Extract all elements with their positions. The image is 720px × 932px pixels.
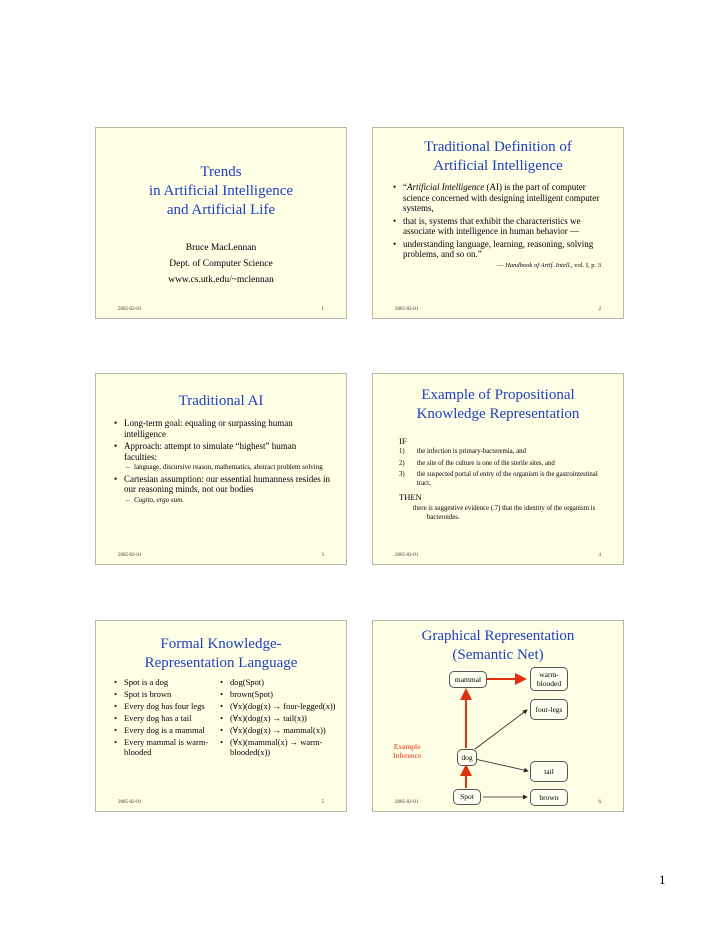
sub-bullet: – Cogito, ergo sum. — [124, 496, 330, 505]
inference-label: Example Inference — [393, 742, 422, 760]
slide-2 — [372, 127, 624, 319]
slide-date: 2005-02-01 — [395, 307, 419, 312]
slide-number: 4 — [598, 553, 601, 558]
table-row: • Every dog has four legs • (∀x)(dog(x) → four-legged(x)) — [114, 701, 336, 711]
author-name: Bruce MacLennan — [185, 243, 257, 253]
ai-term: Artificial Intelligence — [407, 182, 485, 192]
formal-table — [114, 677, 336, 757]
condition: 3) the suspected portal of entry of the organism is the gastrointestinal tract, — [399, 471, 598, 487]
bullet: • understanding language, learning, reasoning, solving problems, and so on.” — [393, 239, 607, 260]
slide-2-bullets — [393, 182, 607, 260]
bullet: • that is, systems that exhibit the characteristics we associate with intelligence in human behavior — — [393, 216, 607, 237]
node-mammal: mammal — [449, 671, 487, 688]
slide-number: 5 — [321, 800, 324, 805]
conditions — [399, 448, 607, 488]
bullet: • Approach: attempt to simulate “highest” human faculties: – language, discursive reason, mathematics, abstract problem solving — [114, 441, 330, 472]
citation: — Handbook of Artif. Intell., vol. I, p. 3 — [497, 261, 601, 269]
slide-3 — [95, 373, 347, 565]
then-label: THEN — [399, 492, 422, 502]
author-url: www.cs.utk.edu/~mclennan — [168, 275, 274, 285]
slide-6 — [372, 620, 624, 812]
slide-5-title: Formal Knowledge- Representation Language — [144, 636, 298, 671]
condition: 1) the infection is primary-bacteremia, and — [399, 448, 526, 455]
slide-6-title: Graphical Representation (Semantic Net) — [421, 628, 575, 663]
author-dept: Dept. of Computer Science — [169, 259, 273, 269]
slide-number: 1 — [321, 307, 324, 312]
slide-date: 2005-02-01 — [118, 553, 142, 558]
slide-2-title: Traditional Definition of Artificial Intelligence — [424, 139, 572, 174]
condition: 2) the site of the culture is one of the sterile sites, and — [399, 459, 555, 467]
slide-number: 2 — [598, 307, 601, 312]
table-row: • Every mammal is warm-blooded • (∀x)(mammal(x) → warm-blooded(x)) — [114, 737, 323, 757]
table-row: • Spot is brown • brown(Spot) — [114, 689, 273, 699]
if-label: IF — [399, 436, 407, 446]
slide-3-bullets — [114, 418, 330, 504]
table-row: • Every dog is a mammal • (∀x)(dog(x) → mammal(x)) — [114, 725, 326, 735]
node-four-legs: four-legs — [530, 699, 568, 720]
slide-1-author-block — [96, 240, 346, 288]
node-warm-blooded: warm- blooded — [530, 667, 568, 691]
node-dog: dog — [457, 749, 477, 766]
slide-date: 2005-02-01 — [395, 553, 419, 558]
slide-date: 2005-02-01 — [118, 800, 142, 805]
slide-1 — [95, 127, 347, 319]
bullet: • Cartesian assumption: our essential humanness resides in our reasoning minds, not our bodies – Cogito, ergo sum. — [114, 474, 330, 505]
bullet: • Long-term goal: equaling or surpassing human intelligence — [114, 418, 330, 439]
sub-bullet: – language, discursive reason, mathematics, abstract problem solving — [124, 463, 330, 472]
node-spot: Spot — [453, 789, 481, 805]
slide-4 — [372, 373, 624, 565]
bullet: • “Artificial Intelligence (AI) is the part of computer science concerned with designing intelligent computer systems, — [393, 182, 607, 214]
table-row: • Spot is a dog • dog(Spot) — [114, 677, 264, 687]
conclusion: there is suggestive evidence (.7) that the identity of the organism is bacteroides. — [413, 505, 596, 521]
slide-number: 3 — [321, 553, 324, 558]
page-number: 1 — [659, 872, 666, 887]
slide-number: 6 — [598, 800, 601, 805]
node-brown: brown — [530, 789, 568, 806]
semantic-net-edges — [373, 621, 624, 812]
table-row: • Every dog has a tail • (∀x)(dog(x) → tail(x)) — [114, 713, 307, 723]
slide-1-title: Trends in Artificial Intelligence and Artificial Life — [148, 164, 294, 218]
edge-dog-tail — [475, 759, 528, 771]
slide-date: 2005-02-01 — [118, 307, 142, 312]
slide-4-title: Example of Propositional Knowledge Representation — [416, 387, 580, 422]
slide-5 — [95, 620, 347, 812]
slide-3-title: Traditional AI — [178, 393, 264, 409]
node-tail: tail — [530, 761, 568, 782]
edge-dog-four-legs — [475, 710, 527, 749]
slide-date: 2005-02-01 — [395, 800, 419, 805]
